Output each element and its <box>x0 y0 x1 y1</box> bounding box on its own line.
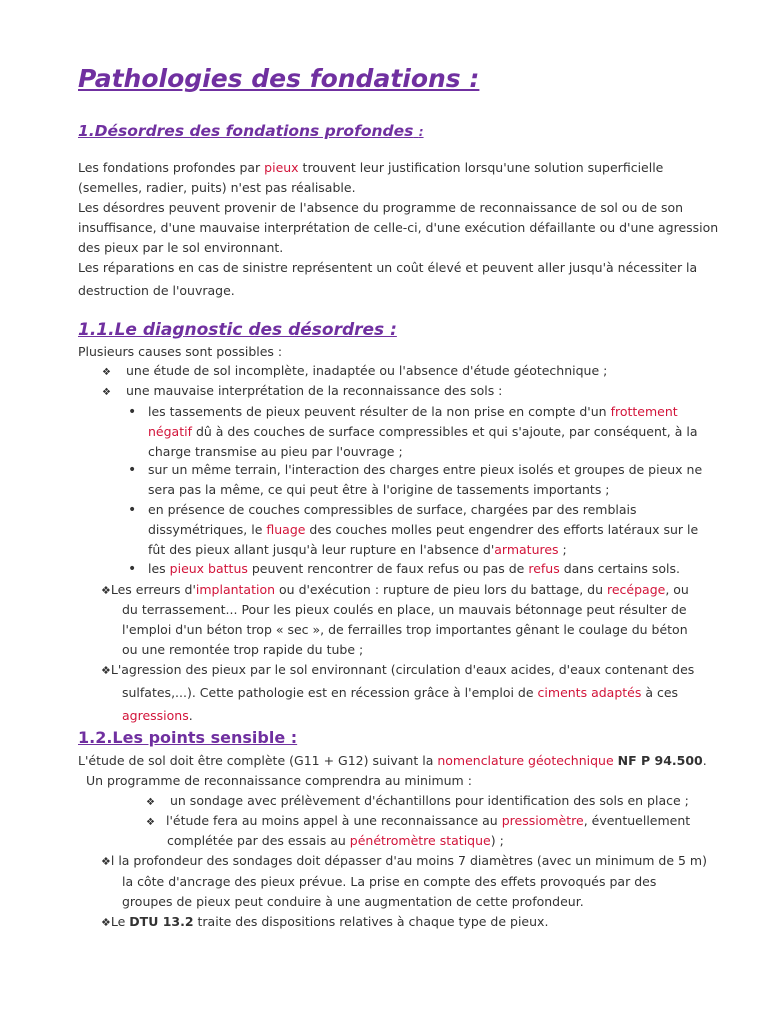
text: fût des pieux allant jusqu'à leur rupture en l'absence d' <box>148 542 495 557</box>
paragraph-line: Les réparations en cas de sinistre représentent un coût élevé et peuvent aller jusqu'à nécessiter la <box>78 260 698 275</box>
section-1-heading-colon: : <box>418 125 424 139</box>
list-item-continued <box>122 600 688 660</box>
list-line <box>122 683 678 703</box>
diamond-bullet-icon: ❖ <box>101 855 111 868</box>
section-1-2-line <box>78 751 707 771</box>
sub-line <box>148 402 697 422</box>
link-refus[interactable]: refus <box>528 561 560 576</box>
sub-line: charge transmise au pieu par l'ouvrage ; <box>148 444 403 459</box>
link-implantation[interactable]: implantation <box>195 582 276 597</box>
list-line <box>146 811 690 831</box>
link-armatures[interactable]: armatures <box>494 542 559 557</box>
text: trouvent leur justification lorsqu'une solution superficielle <box>298 160 664 175</box>
section-1-1-intro: Plusieurs causes sont possibles : <box>78 344 283 359</box>
diamond-bullet-icon: ❖ <box>102 367 111 378</box>
diamond-bullet-icon: ❖ <box>101 584 111 597</box>
diamond-bullet-icon: ❖ <box>102 387 111 398</box>
list-item-continued <box>122 872 656 912</box>
text: Les erreurs d' <box>110 582 196 597</box>
list-line <box>101 580 689 600</box>
text: complétée par des essais au <box>167 833 350 848</box>
sub-bullet-icon-2 <box>128 460 136 480</box>
text: ) ; <box>490 833 504 848</box>
list-item <box>102 361 607 383</box>
link-recepage[interactable]: recépage <box>606 582 666 597</box>
link-frottement[interactable]: frottement <box>610 404 678 419</box>
text: dissymétriques, le <box>148 522 267 537</box>
section-1-1-heading: 1.1.Le diagnostic des désordres : <box>78 320 397 340</box>
text: . <box>702 753 707 768</box>
list-line <box>101 851 707 871</box>
section-1-body <box>78 158 718 301</box>
sub-line <box>148 540 698 560</box>
paragraph-line: Les désordres peuvent provenir de l'absence du programme de reconnaissance de sol ou de son <box>78 200 684 215</box>
dtu-reference: DTU 13.2 <box>129 914 194 929</box>
text: . <box>188 708 193 723</box>
list-item <box>146 811 690 851</box>
list-item <box>146 791 689 813</box>
sub-line: en présence de couches compressibles de surface, chargées par des remblais <box>148 502 637 517</box>
paragraph-line: destruction de l'ouvrage. <box>78 283 235 298</box>
list-item <box>101 851 707 871</box>
norm-reference: NF P 94.500 <box>617 753 703 768</box>
link-ciments-adaptes[interactable]: ciments adaptés <box>537 685 642 700</box>
link-fluage[interactable]: fluage <box>266 522 306 537</box>
section-1-heading <box>78 120 424 143</box>
text: ; <box>558 542 567 557</box>
sub-list-item <box>148 460 702 500</box>
dot-bullet-icon: • <box>128 561 137 577</box>
text: l'étude fera au moins appel à une reconnaissance au <box>166 813 502 828</box>
dot-bullet-icon: • <box>128 502 137 518</box>
text: dû à des couches de surface compressibles et qui s'ajoute, par conséquent, à la <box>191 424 698 439</box>
paragraph-line: insuffisance, d'une mauvaise interprétation de celle-ci, d'une exécution défaillante ou d'une agression <box>78 220 719 235</box>
list-line <box>101 660 694 680</box>
list-item <box>102 381 502 403</box>
text: , éventuellement <box>583 813 691 828</box>
text: L'agression des pieux par le sol environnant (circulation d'eaux acides, d'eaux contenant des <box>110 662 695 677</box>
list-line <box>146 831 690 851</box>
sub-line: sur un même terrain, l'interaction des charges entre pieux isolés et groupes de pieux ne <box>148 462 703 477</box>
link-pieux[interactable]: pieux <box>264 160 299 175</box>
diamond-bullet-icon: ❖ <box>146 817 155 828</box>
text: l la profondeur des sondages doit dépasser d'au moins 7 diamètres (avec un minimum de 5 m) <box>110 853 707 868</box>
sub-line <box>148 559 680 579</box>
text: Le <box>110 914 130 929</box>
link-penetrometre-statique[interactable]: pénétromètre statique <box>349 833 491 848</box>
paragraph-line: des pieux par le sol environnant. <box>78 240 284 255</box>
text: sulfates,...). Cette pathologie est en récession grâce à l'emploi de <box>122 685 538 700</box>
sub-bullet-icon-3 <box>128 500 136 520</box>
sub-list-item <box>148 402 697 462</box>
sub-line <box>148 422 697 442</box>
list-item <box>101 912 548 932</box>
text: dans certains sols. <box>559 561 680 576</box>
list-item-text: une étude de sol incomplète, inadaptée ou l'absence d'étude géotechnique ; <box>125 363 608 378</box>
text: traite des dispositions relatives à chaque type de pieux. <box>193 914 549 929</box>
text: ou d'exécution : rupture de pieu lors du battage, du <box>275 582 607 597</box>
section-1-2-line: Un programme de reconnaissance comprendra au minimum : <box>86 773 472 788</box>
page-title: Pathologies des fondations : <box>78 64 480 93</box>
text: Les fondations profondes par <box>78 160 265 175</box>
sub-line <box>148 520 698 540</box>
text: , ou <box>665 582 689 597</box>
list-item-continued <box>122 683 678 726</box>
link-negatif[interactable]: négatif <box>148 424 192 439</box>
text: les tassements de pieux peuvent résulter de la non prise en compte d'un <box>148 404 611 419</box>
link-pressiometre[interactable]: pressiomètre <box>501 813 584 828</box>
sub-line: sera pas la même, ce qui peut être à l'origine de tassements importants ; <box>148 482 610 497</box>
section-1-heading-text: 1.Désordres des fondations profondes <box>78 122 414 140</box>
sub-list-item <box>148 500 698 560</box>
text: les <box>148 561 170 576</box>
text: L'étude de sol doit être complète (G11 + G12) suivant la <box>78 753 438 768</box>
text: à ces <box>641 685 679 700</box>
list-item-text: un sondage avec prélèvement d'échantillons pour identification des sols en place ; <box>169 793 689 808</box>
text: peuvent rencontrer de faux refus ou pas de <box>247 561 529 576</box>
diamond-bullet-icon: ❖ <box>101 916 111 929</box>
paragraph-line <box>78 158 718 178</box>
sub-bullet-icon-4 <box>128 559 136 579</box>
list-line: l'emploi d'un béton trop « sec », de ferrailles trop importantes gênant le coulage du béton <box>122 622 688 637</box>
list-line <box>122 706 678 726</box>
diamond-bullet-icon: ❖ <box>101 664 111 677</box>
list-item-text: une mauvaise interprétation de la reconnaissance des sols : <box>125 383 503 398</box>
list-line: groupes de pieux peut conduire à une augmentation de cette profondeur. <box>122 894 584 909</box>
link-agressions[interactable]: agressions <box>122 708 189 723</box>
list-line: la côte d'ancrage des pieux prévue. La prise en compte des effets provoqués par des <box>122 874 657 889</box>
text: des couches molles peut engendrer des efforts latéraux sur le <box>305 522 699 537</box>
link-nomenclature-geotechnique[interactable]: nomenclature géotechnique <box>437 753 614 768</box>
sub-bullet-icon-1 <box>128 402 136 422</box>
list-line: du terrassement... Pour les pieux coulés en place, un mauvais bétonnage peut résulter de <box>122 602 687 617</box>
sub-list-item <box>148 559 680 579</box>
list-line <box>101 912 548 932</box>
section-1-2-heading: 1.2.Les points sensible : <box>78 728 298 747</box>
diamond-bullet-icon: ❖ <box>146 797 155 808</box>
list-line: ou une remontée trop rapide du tube ; <box>122 642 364 657</box>
list-item <box>101 660 694 680</box>
dot-bullet-icon: • <box>128 404 137 420</box>
paragraph-line: (semelles, radier, puits) n'est pas réalisable. <box>78 180 356 195</box>
link-pieux-battus[interactable]: pieux battus <box>169 561 248 576</box>
list-item <box>101 580 689 600</box>
dot-bullet-icon: • <box>128 462 137 478</box>
